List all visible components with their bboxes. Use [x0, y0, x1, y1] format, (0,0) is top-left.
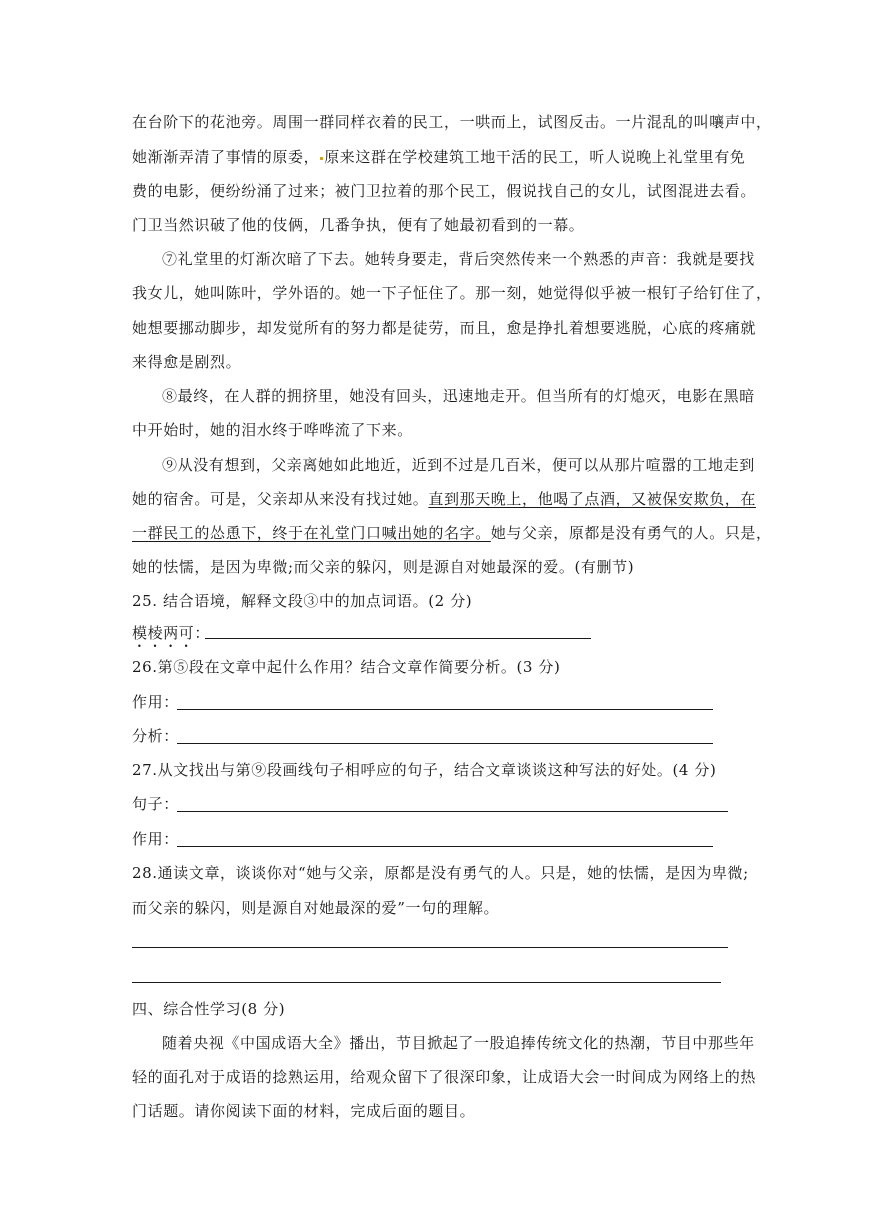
section-4-heading: 四、综合性学习(8 分) [132, 1000, 286, 1018]
para7-line-1: ⑦礼堂里的灯渐次暗了下去。她转身要走，背后突然传来一个熟悉的声音：我就是要找 [162, 250, 755, 268]
question-26: 26.第⑤段在文章中起什么作用？结合文章作简要分析。(3 分) [132, 658, 561, 676]
q28-answer-line-1[interactable] [132, 947, 728, 948]
q27-role-answer-line[interactable] [177, 846, 713, 847]
q27-label-role: 作用： [132, 830, 179, 848]
section-4-line-2: 轻的面孔对于成语的捻熟运用，给观众留下了很深印象，让成语大会一时间成为网络上的热 [132, 1068, 757, 1086]
section-4-line-1: 随着央视《中国成语大全》播出，节目掀起了一股追捧传统文化的热潮，节目中那些年 [162, 1034, 755, 1052]
marker-dot [320, 157, 323, 160]
q26-role-answer-line[interactable] [177, 709, 713, 710]
para6-line-1: 在台阶下的花池旁。周围一群同样衣着的民工，一哄而上，试图反击。一片混乱的叫嚷声中， [132, 113, 772, 131]
q26-label-analysis: 分析： [132, 727, 179, 745]
para6-line-4: 门卫当然识破了他的伎俩，几番争执，便有了她最初看到的一幕。 [132, 216, 585, 234]
q25-label: 模棱两可： [132, 624, 211, 642]
para6-line-2: 她渐渐弄清了事情的原委， 原来这群在学校建筑工地干活的民工，听人说晚上礼堂里有免 [132, 148, 746, 166]
question-28-line-1: 28.通读文章，谈谈你对“她与父亲，原都是没有勇气的人。只是，她的怯懦，是因为卑微; [132, 864, 749, 882]
question-27: 27.从文找出与第⑨段画线句子相呼应的句子，结合文章谈谈这种写法的好处。(4 分) [132, 761, 717, 779]
underlined-sentence: 一群民工的怂恿下，终于在礼堂门口喊出她的名字。 [132, 524, 491, 542]
para9-line-2: 她的宿舍。可是，父亲却从来没有找过她。直到那天晚上，他喝了点酒，又被保安欺负，在 [132, 490, 757, 508]
para8-line-2: 中开始时，她的泪水终于哗哗流了下来。 [132, 421, 413, 439]
para7-line-4: 来得愈是剧烈。 [132, 353, 242, 371]
para7-line-3: 她想要挪动脚步，却发觉所有的努力都是徒劳，而且，愈是挣扎着想要逃脱，心底的疼痛就 [132, 319, 757, 337]
q27-label-sentence: 句子： [132, 795, 179, 813]
question-25: 25. 结合语境，解释文段③中的加点词语。(2 分) [132, 592, 473, 610]
underlined-sentence: 直到那天晚上，他喝了点酒，又被保安欺负，在 [428, 490, 757, 508]
para8-line-1: ⑧最终，在人群的拥挤里，她没有回头，迅速地走开。但当所有的灯熄灭，电影在黑暗 [162, 387, 755, 405]
para9-line-3: 一群民工的怂恿下，终于在礼堂门口喊出她的名字。她与父亲，原都是没有勇气的人。只是， [132, 524, 772, 542]
para9-line-1: ⑨从没有想到，父亲离她如此地近，近到不过是几百米，便可以从那片喧嚣的工地走到 [162, 456, 755, 474]
para9-line-4: 她的怯懦，是因为卑微;而父亲的躲闪，则是源自对她最深的爱。(有删节) [132, 558, 635, 576]
section-4-line-3: 门话题。请你阅读下面的材料，完成后面的题目。 [132, 1102, 476, 1120]
para7-line-2: 我女儿，她叫陈叶，学外语的。她一下子怔住了。那一刻，她觉得似乎被一根钉子给钉住了， [132, 284, 772, 302]
q26-label-role: 作用： [132, 693, 179, 711]
q28-answer-line-2[interactable] [132, 982, 721, 983]
question-28-line-2: 而父亲的躲闪，则是源自对她最深的爱”一句的理解。 [132, 899, 500, 917]
q25-answer-line[interactable] [205, 638, 591, 639]
q26-analysis-answer-line[interactable] [177, 743, 713, 744]
q27-sentence-answer-line[interactable] [177, 811, 728, 812]
para6-line-3: 费的电影，便纷纷涌了过来；被门卫拉着的那个民工，假说找自己的女儿，试图混进去看。 [132, 182, 757, 200]
